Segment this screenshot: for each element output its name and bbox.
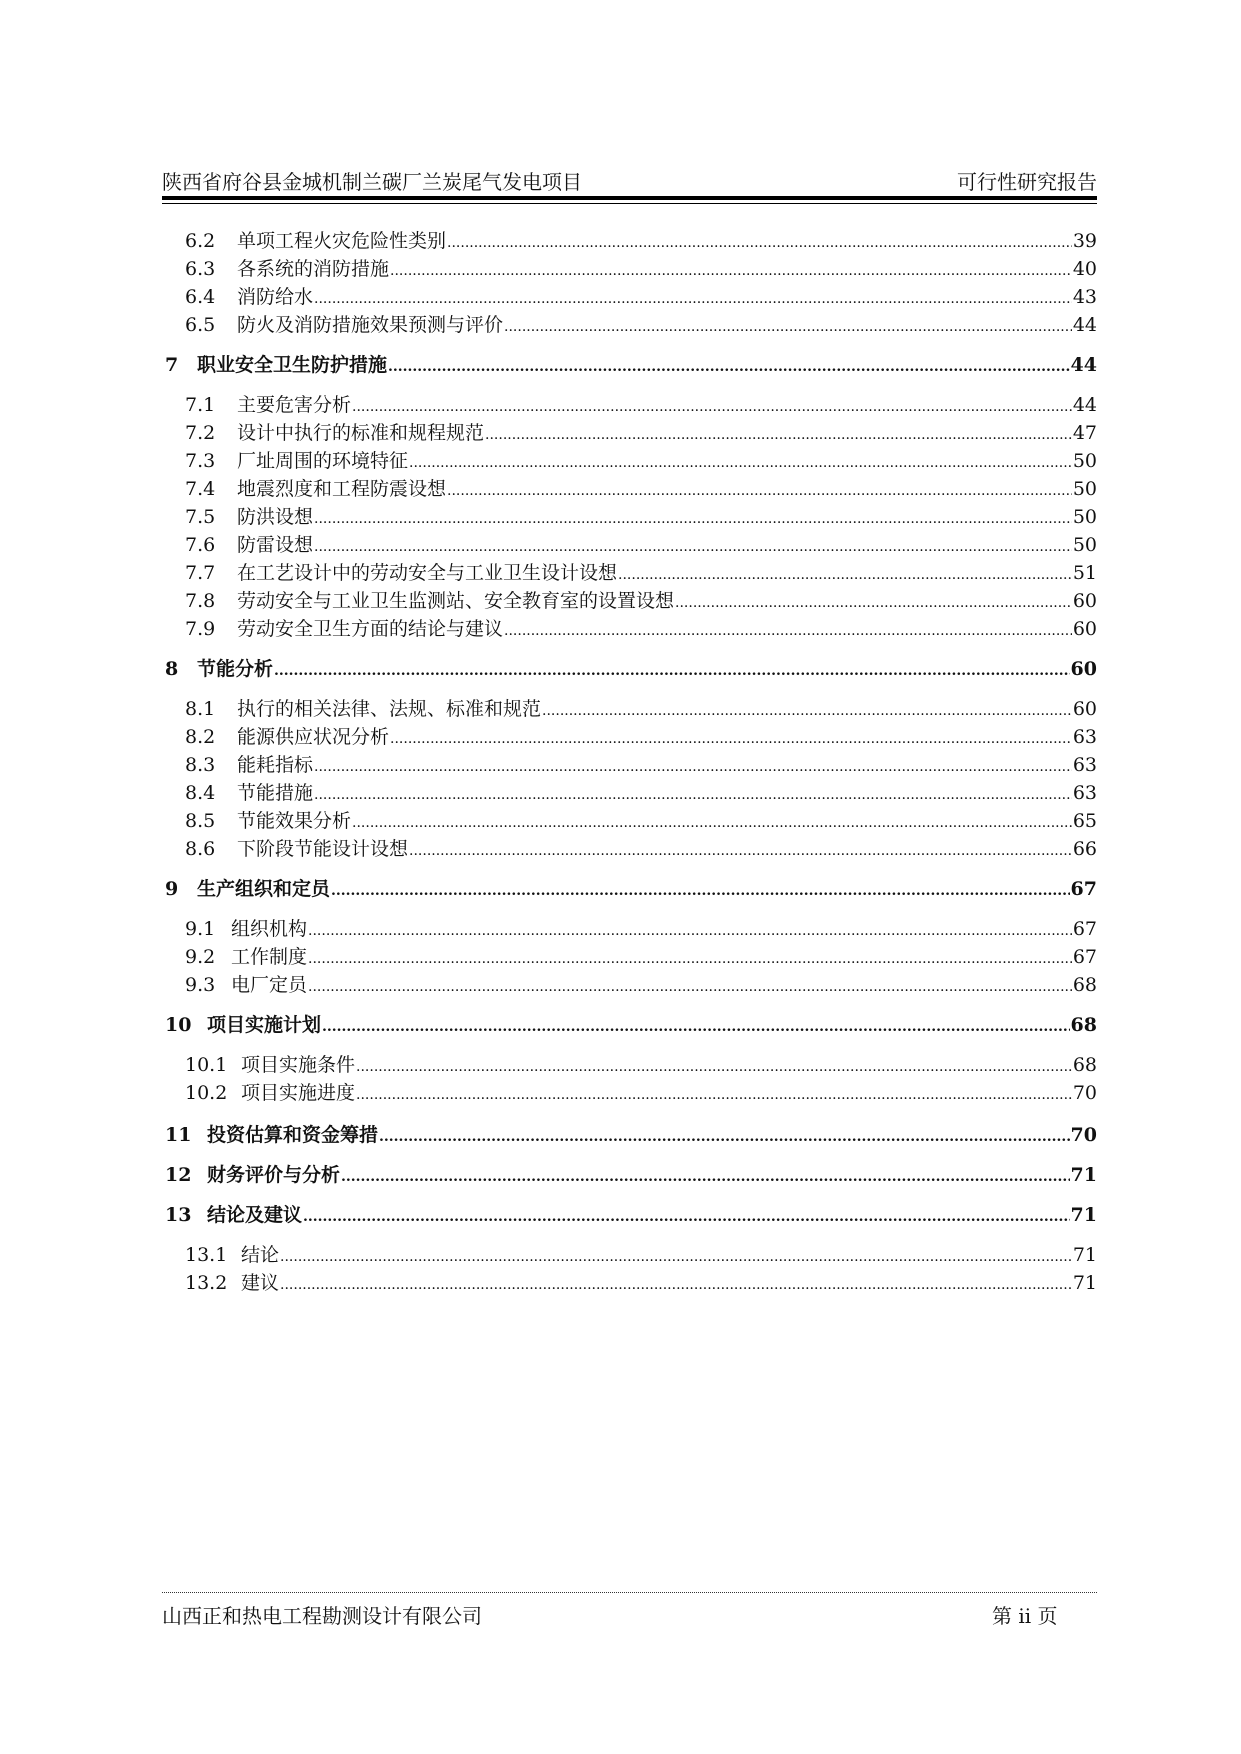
- toc-chapter-number: 10: [165, 1014, 192, 1036]
- toc-entry-number: 9.2: [185, 946, 216, 968]
- toc-entry-title: 项目实施进度: [241, 1082, 356, 1104]
- toc-chapter-9[interactable]: [165, 874, 1097, 900]
- toc-entry-number: 9.1: [185, 918, 216, 940]
- toc-entry-8-4[interactable]: [185, 778, 1097, 804]
- toc-entry-number: 7.7: [185, 562, 216, 584]
- toc-entry-page: 60: [1072, 618, 1097, 640]
- toc-leader-dots: [447, 235, 1072, 251]
- toc-entry-7-5[interactable]: [185, 502, 1097, 528]
- toc-entry-number: 8.2: [185, 726, 216, 748]
- toc-entry-title: 项目实施条件: [241, 1054, 356, 1076]
- toc-entry-page: 50: [1072, 450, 1097, 472]
- toc-entry-6-3[interactable]: [185, 254, 1097, 280]
- toc-chapter-11[interactable]: [165, 1120, 1097, 1146]
- toc-chapter-number: 12: [165, 1164, 192, 1186]
- toc-entry-number: 6.5: [185, 314, 216, 336]
- toc-entry-6-2[interactable]: [185, 226, 1097, 252]
- toc-entry-9-2[interactable]: [185, 942, 1097, 968]
- toc-entry-page: 51: [1072, 562, 1097, 584]
- toc-chapter-title: 生产组织和定员: [197, 878, 331, 900]
- toc-chapter-page: 71: [1070, 1204, 1097, 1226]
- toc-chapter-8[interactable]: [165, 654, 1097, 680]
- toc-chapter-title: 投资估算和资金筹措: [207, 1124, 379, 1146]
- toc-entry-page: 68: [1072, 1054, 1097, 1076]
- toc-entry-title: 在工艺设计中的劳动安全与工业卫生设计设想: [237, 562, 618, 584]
- toc-entry-page: 67: [1072, 918, 1097, 940]
- toc-entry-title: 厂址周围的环境特征: [237, 450, 409, 472]
- toc-entry-page: 65: [1072, 810, 1097, 832]
- toc-entry-page: 44: [1072, 314, 1097, 336]
- toc-chapter-page: 70: [1070, 1124, 1097, 1146]
- toc-leader-dots: [390, 263, 1072, 279]
- toc-entry-8-5[interactable]: [185, 806, 1097, 832]
- toc-entry-number: 6.4: [185, 286, 216, 308]
- toc-leader-dots: [314, 291, 1072, 307]
- toc-entry-page: 50: [1072, 534, 1097, 556]
- toc-chapter-page: 71: [1070, 1164, 1097, 1186]
- toc-leader-dots: [356, 1087, 1072, 1103]
- toc-entry-number: 8.6: [185, 838, 216, 860]
- toc-leader-dots: [388, 359, 1070, 375]
- toc-leader-dots: [314, 511, 1072, 527]
- toc-entry-number: 8.3: [185, 754, 216, 776]
- toc-entry-page: 60: [1072, 590, 1097, 612]
- toc-entry-number: 7.4: [185, 478, 216, 500]
- toc-entry-10-1[interactable]: [185, 1050, 1097, 1076]
- toc-leader-dots: [618, 567, 1072, 583]
- toc-chapter-10[interactable]: [165, 1010, 1097, 1036]
- toc-leader-dots: [485, 427, 1072, 443]
- toc-entry-title: 能耗指标: [237, 754, 314, 776]
- toc-leader-dots: [379, 1129, 1070, 1145]
- toc-entry-7-2[interactable]: [185, 418, 1097, 444]
- toc-entry-page: 66: [1072, 838, 1097, 860]
- toc-leader-dots: [542, 703, 1072, 719]
- toc-chapter-title: 财务评价与分析: [207, 1164, 341, 1186]
- footer-page-number: 第 ii 页: [992, 1604, 1058, 1628]
- toc-leader-dots: [314, 759, 1072, 775]
- toc-chapter-number: 8: [165, 658, 179, 680]
- toc-entry-page: 71: [1072, 1272, 1097, 1294]
- header-rule-thick: [162, 196, 1097, 200]
- toc-entry-number: 6.2: [185, 230, 216, 252]
- toc-leader-dots: [356, 1059, 1072, 1075]
- toc-entry-page: 43: [1072, 286, 1097, 308]
- toc-entry-title: 结论: [241, 1244, 280, 1266]
- toc-entry-title: 消防给水: [237, 286, 314, 308]
- toc-entry-page: 47: [1072, 422, 1097, 444]
- toc-entry-6-4[interactable]: [185, 282, 1097, 308]
- toc-entry-page: 68: [1072, 974, 1097, 996]
- toc-entry-number: 7.2: [185, 422, 216, 444]
- toc-entry-title: 能源供应状况分析: [237, 726, 390, 748]
- toc-leader-dots: [314, 787, 1072, 803]
- toc-entry-number: 6.3: [185, 258, 216, 280]
- toc-leader-dots: [308, 979, 1072, 995]
- toc-entry-number: 7.9: [185, 618, 216, 640]
- toc-leader-dots: [352, 399, 1072, 415]
- toc-entry-10-2[interactable]: [185, 1078, 1097, 1104]
- toc-entry-title: 防火及消防措施效果预测与评价: [237, 314, 504, 336]
- toc-entry-8-3[interactable]: [185, 750, 1097, 776]
- toc-entry-7-3[interactable]: [185, 446, 1097, 472]
- toc-entry-7-8[interactable]: [185, 586, 1097, 612]
- toc-entry-title: 主要危害分析: [237, 394, 352, 416]
- toc-chapter-title: 结论及建议: [207, 1204, 303, 1226]
- toc-leader-dots: [322, 1019, 1070, 1035]
- toc-chapter-page: 44: [1070, 354, 1097, 376]
- toc-leader-dots: [314, 539, 1072, 555]
- toc-entry-number: 7.5: [185, 506, 216, 528]
- toc-entry-title: 单项工程火灾危险性类别: [237, 230, 447, 252]
- toc-leader-dots: [303, 1209, 1070, 1225]
- footer-company: 山西正和热电工程勘测设计有限公司: [162, 1604, 482, 1628]
- toc-entry-title: 劳动安全与工业卫生监测站、安全教育室的设置设想: [237, 590, 675, 612]
- toc-leader-dots: [390, 731, 1072, 747]
- toc-chapter-title: 职业安全卫生防护措施: [197, 354, 388, 376]
- toc-entry-title: 建议: [241, 1272, 280, 1294]
- toc-entry-number: 13.2: [185, 1272, 228, 1294]
- toc-entry-13-2[interactable]: [185, 1268, 1097, 1294]
- toc-entry-8-1[interactable]: [185, 694, 1097, 720]
- toc-entry-number: 13.1: [185, 1244, 228, 1266]
- footer-rule: [162, 1592, 1097, 1593]
- toc-entry-number: 10.2: [185, 1082, 228, 1104]
- toc-leader-dots: [447, 483, 1072, 499]
- page-header: [162, 166, 1097, 194]
- toc-leader-dots: [280, 1249, 1072, 1265]
- toc-leader-dots: [308, 923, 1072, 939]
- toc-entry-13-1[interactable]: [185, 1240, 1097, 1266]
- toc-entry-title: 电厂定员: [231, 974, 308, 996]
- toc-leader-dots: [341, 1169, 1070, 1185]
- toc-entry-7-4[interactable]: [185, 474, 1097, 500]
- toc-chapter-page: 67: [1070, 878, 1097, 900]
- toc-entry-number: 10.1: [185, 1054, 228, 1076]
- toc-entry-title: 各系统的消防措施: [237, 258, 390, 280]
- toc-entry-title: 设计中执行的标准和规程规范: [237, 422, 485, 444]
- toc-entry-title: 劳动安全卫生方面的结论与建议: [237, 618, 504, 640]
- header-project-title: 陕西省府谷县金城机制兰碳厂兰炭尾气发电项目: [162, 170, 582, 194]
- toc-leader-dots: [409, 843, 1072, 859]
- toc-entry-number: 9.3: [185, 974, 216, 996]
- toc-entry-page: 71: [1072, 1244, 1097, 1266]
- toc-entry-title: 组织机构: [231, 918, 308, 940]
- toc-entry-number: 7.3: [185, 450, 216, 472]
- toc-leader-dots: [331, 883, 1070, 899]
- toc-entry-page: 39: [1072, 230, 1097, 252]
- toc-leader-dots: [352, 815, 1072, 831]
- toc-entry-number: 7.8: [185, 590, 216, 612]
- toc-entry-number: 7.6: [185, 534, 216, 556]
- toc-chapter-title: 节能分析: [197, 658, 274, 680]
- toc-entry-number: 7.1: [185, 394, 216, 416]
- toc-entry-6-5[interactable]: [185, 310, 1097, 336]
- toc-entry-7-9[interactable]: [185, 614, 1097, 640]
- toc-chapter-page: 60: [1070, 658, 1097, 680]
- toc-leader-dots: [504, 319, 1072, 335]
- toc-entry-9-1[interactable]: [185, 914, 1097, 940]
- toc-chapter-7[interactable]: [165, 350, 1097, 376]
- toc-chapter-number: 9: [165, 878, 179, 900]
- toc-entry-number: 8.1: [185, 698, 216, 720]
- toc-entry-page: 63: [1072, 726, 1097, 748]
- toc-chapter-12[interactable]: [165, 1160, 1097, 1186]
- toc-leader-dots: [675, 595, 1072, 611]
- header-report-type: 可行性研究报告: [957, 170, 1097, 194]
- toc-entry-7-1[interactable]: [185, 390, 1097, 416]
- toc-entry-page: 44: [1072, 394, 1097, 416]
- toc-chapter-number: 11: [165, 1124, 192, 1146]
- toc-entry-7-7[interactable]: [185, 558, 1097, 584]
- toc-entry-9-3[interactable]: [185, 970, 1097, 996]
- toc-entry-title: 执行的相关法律、法规、标准和规范: [237, 698, 542, 720]
- toc-entry-page: 60: [1072, 698, 1097, 720]
- toc-entry-8-2[interactable]: [185, 722, 1097, 748]
- toc-leader-dots: [504, 623, 1072, 639]
- toc-leader-dots: [274, 663, 1070, 679]
- toc-entry-title: 防洪设想: [237, 506, 314, 528]
- toc-entry-title: 工作制度: [231, 946, 308, 968]
- toc-entry-number: 8.5: [185, 810, 216, 832]
- toc-entry-page: 50: [1072, 478, 1097, 500]
- toc-entry-title: 地震烈度和工程防震设想: [237, 478, 447, 500]
- header-rule-thin: [162, 203, 1097, 204]
- toc-chapter-13[interactable]: [165, 1200, 1097, 1226]
- toc-entry-page: 40: [1072, 258, 1097, 280]
- toc-chapter-title: 项目实施计划: [207, 1014, 322, 1036]
- toc-entry-number: 8.4: [185, 782, 216, 804]
- toc-leader-dots: [409, 455, 1072, 471]
- toc-entry-7-6[interactable]: [185, 530, 1097, 556]
- toc-entry-8-6[interactable]: [185, 834, 1097, 860]
- toc-entry-page: 70: [1072, 1082, 1097, 1104]
- toc-entry-title: 下阶段节能设计设想: [237, 838, 409, 860]
- toc-chapter-number: 13: [165, 1204, 192, 1226]
- toc-leader-dots: [308, 951, 1072, 967]
- toc-chapter-page: 68: [1070, 1014, 1097, 1036]
- toc-entry-page: 63: [1072, 782, 1097, 804]
- toc-leader-dots: [280, 1277, 1072, 1293]
- toc-entry-title: 节能效果分析: [237, 810, 352, 832]
- toc-entry-title: 节能措施: [237, 782, 314, 804]
- toc-entry-title: 防雷设想: [237, 534, 314, 556]
- toc-chapter-number: 7: [165, 354, 179, 376]
- toc-entry-page: 67: [1072, 946, 1097, 968]
- toc-entry-page: 63: [1072, 754, 1097, 776]
- toc-entry-page: 50: [1072, 506, 1097, 528]
